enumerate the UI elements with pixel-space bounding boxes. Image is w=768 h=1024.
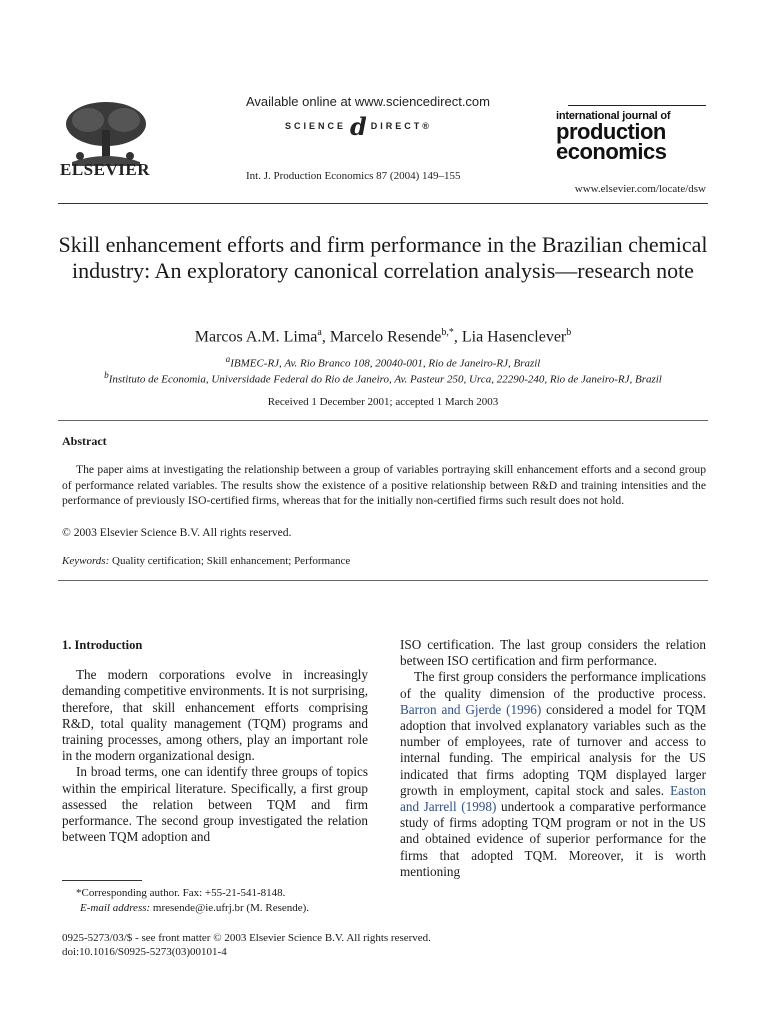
affiliation-b [58, 370, 708, 386]
publisher-name: ELSEVIER [60, 160, 150, 179]
affiliation-mark: b [104, 370, 109, 380]
author-name: Marcos A.M. Lima [194, 328, 318, 346]
email-address[interactable]: mresende@ie.ufrj.br (M. Resende). [152, 902, 310, 914]
sd-left-word: SCIENCE [285, 121, 347, 131]
available-online-text: Available online at www.sciencedirect.com [246, 94, 490, 109]
abstract-copyright: © 2003 Elsevier Science B.V. All rights reserved. [62, 526, 292, 539]
section-heading: 1. Introduction [62, 638, 143, 652]
citation-link[interactable]: Easton and Jarrell (1998) [400, 782, 707, 815]
affiliation-text: Instituto de Economia, Universidade Federal do Rio de Janeiro, Av. Pasteur 250, Urca, 22290-240, Rio de Janeiro-RJ, Brazil [108, 373, 662, 386]
author-mark: b [566, 327, 572, 338]
sd-glyph: d [350, 111, 367, 141]
paragraph-text: undertook a comparative performance study of firms adopting TQM program or not in the US and obtained evidence of superior performance for the firms that adopted TQM. Moreover, it is worth mentioning [400, 799, 706, 879]
paragraph [400, 669, 706, 880]
abstract-heading: Abstract [62, 434, 107, 448]
abstract-bottom-rule [58, 580, 708, 581]
keywords-label: Keywords: [62, 555, 110, 567]
header-divider [58, 203, 708, 204]
paragraph-text: considered a model for TQM adoption that involved explanatory variables such as the number of employees, rate of turnover and access to internal funding. The empirical analysis for the US indicated that firms adopting TQM displayed larger growth in employment, capital stock and sales. [400, 701, 707, 798]
email-label: E-mail address: [80, 902, 151, 914]
author-name: Lia Hasenclever [461, 328, 567, 346]
abstract-text: The paper aims at investigating the relationship between a group of variables portraying skill enhancement efforts and a second group of performance related variables. The results show the existence of a positive relationship between R&D and training intensities and the performance of previously ISO-certified firms, whereas that for the initially non-certified firms such result does not hold. [62, 463, 706, 508]
email-note [80, 902, 309, 914]
paragraph: ISO certification. The last group considers the relation between ISO certification and firm performance. [400, 637, 706, 669]
affiliation-mark: a [225, 354, 231, 364]
affiliation-a [58, 354, 708, 370]
keywords-list: Quality certification; Skill enhancement; Performance [112, 555, 351, 567]
journal-logo-line2: economics [556, 139, 667, 164]
received-dates: Received 1 December 2001; accepted 1 March 2003 [267, 396, 499, 408]
issn-line: 0925-5273/03/$ - see front matter © 2003 Elsevier Science B.V. All rights reserved. [62, 932, 431, 944]
paragraph: In broad terms, one can identify three groups of topics within the empirical literature. Specifically, a first group assessed the relation between TQM and firm performance. The second group investigated the relation between TQM adoption and [62, 764, 368, 845]
author-mark: b,* [441, 327, 454, 338]
author-name: Marcelo Resende [329, 328, 442, 346]
journal-reference: Int. J. Production Economics 87 (2004) 149–155 [246, 170, 461, 182]
sd-right-word: DIRECT® [370, 121, 432, 131]
author-mark: a [317, 327, 322, 338]
article-title: Skill enhancement efforts and firm performance in the Brazilian chemical industry: An exploratory canonical correlation analysis—research note [58, 232, 708, 283]
doi-line[interactable]: doi:10.1016/S0925-5273(03)00101-4 [62, 946, 227, 958]
body-right-column [400, 637, 706, 880]
journal-logo [556, 110, 706, 162]
sciencedirect-logo [285, 112, 455, 140]
paragraph: The modern corporations evolve in increasingly demanding competitive environments. It is not surprising, therefore, that skill enhancement efforts comprising R&D, total quality management (TQM) programs and training processes, among others, play an important role in the modern organizational design. [62, 667, 368, 764]
affiliation-text: IBMEC-RJ, Av. Rio Branco 108, 20040-001, Rio de Janeiro-RJ, Brazil [230, 357, 541, 370]
paragraph-text: The first group considers the performance implications of the quality dimension of the productive process. [400, 669, 706, 701]
journal-url[interactable]: www.elsevier.com/locate/dsw [574, 183, 706, 195]
citation-link[interactable]: Barron and Gjerde (1996) [400, 701, 542, 717]
journal-logo-line1: production [556, 119, 666, 144]
corresponding-author-note: *Corresponding author. Fax: +55-21-541-8148. [76, 887, 286, 899]
keywords-line [62, 555, 350, 567]
journal-logo-small: international journal of [556, 110, 671, 122]
body-left-column [62, 637, 368, 845]
abstract-top-rule [58, 420, 708, 421]
journal-logo-rule [568, 105, 706, 106]
author-list: Marcos A.M. Lima$^a$, Marcelo Resende$^{b,*}$, Lia Hasenclever$^b$ [194, 327, 572, 346]
footnote-rule [62, 880, 142, 881]
